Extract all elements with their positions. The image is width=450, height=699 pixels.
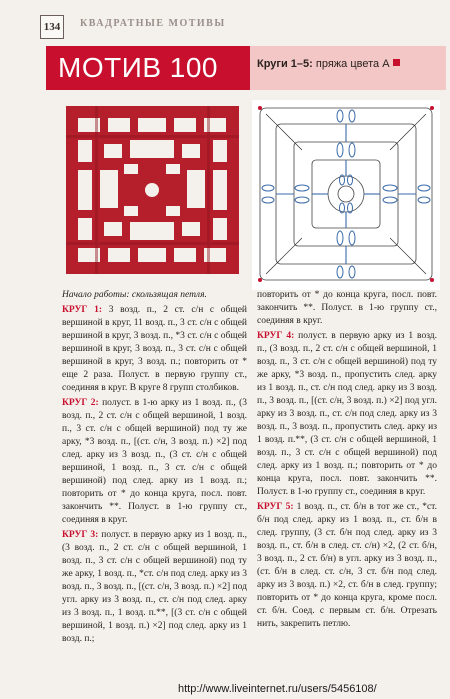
round-2-text: полуст. в 1-ю арку из 1 возд. п., (3 возд. п., 2 ст. с/н с общей вершиной, 1 возд. п., 3 ст. с/н с общей вершиной) под ту же арку, *3 возд. п., [(ст. с/н, 3 возд. п.) ×2] под след. арку из 3 возд. п., (3 ст. с/н с общей вершиной, 1 возд. п., 3 ст. с/н с общей вершиной) под след. арку из 1 возд. п.; повторить от * до конца круга, посл. повт. закончить **. Полуст. в 1-ю группу ст., соединяя в круг. bbox=[62, 398, 248, 525]
yarn-color-swatch bbox=[393, 59, 400, 66]
instructions-left-column bbox=[62, 289, 247, 648]
round-1 bbox=[62, 304, 247, 395]
round-3-continuation: повторить от * до конца круга, посл. повт. закончить **. Полуст. в 1-ю группу ст., соединяя в круг. bbox=[257, 290, 437, 326]
round-4-text: полуст. в первую арку из 1 возд. п., (3 возд. п., 2 ст. с/н с общей вершиной, 1 возд. п., 3 ст. с/н с общей вершиной) под ту же арку, *3 возд. п., пропустить след. арку из 1 возд. п., ст. с/н под след. арку из 3 возд. п., 3 возд. п., [(ст. с/н, 3 возд. п.) ×2] под угл. арку из 3 возд. п., ст. с/н под след. арку из 3 возд. п., 3 возд. п., пропустить след. арку из 1 возд. п.**, (3 ст. с/н с общей вершиной, 1 возд. п., 3 ст. с/н с общей вершиной) под след. арку из 1 возд. п.; повторить от * до конца круга, посл. повт. закончить **. Полуст. в 1-ю группу ст., соединяя в круг. bbox=[257, 331, 437, 497]
rounds-range: Круги 1–5: bbox=[257, 58, 313, 70]
round-5 bbox=[257, 501, 437, 631]
round-4-label: КРУГ 4: bbox=[257, 331, 295, 341]
start-instruction: Начало работы: скользящая петля. bbox=[62, 290, 207, 300]
page-number: 134 bbox=[40, 15, 64, 39]
yarn-color-label: пряжа цвета А bbox=[315, 58, 390, 70]
crochet-chart bbox=[252, 100, 440, 290]
round-2-label: КРУГ 2: bbox=[62, 398, 99, 408]
round-5-text: 1 возд. п., ст. б/н в тот же ст., *ст. б/н под след. арку из 1 возд. п., ст. б/н в след. группу, (3 ст. б/н под след. арку из 3 возд. п., ст. б/н в след. ст. с/н) ×2, (2 ст. б/н, 3 возд. п., 2 ст. б/н) в угл. арку из 3 возд. п., (ст. б/н в след. ст. с/н, 3 ст. б/н под след. арку из 3 возд. п.) ×2, ст. б/н в след. группу; повторить от * до конца круга, кроме посл. ст. б/н. Соед. с первым ст. б/н. Отрезать нить, закрепить петлю. bbox=[257, 502, 437, 629]
motif-photo bbox=[60, 100, 245, 280]
instructions-right-column bbox=[257, 289, 437, 633]
round-2 bbox=[62, 397, 247, 527]
round-3 bbox=[62, 529, 247, 646]
section-title: КВАДРАТНЫЕ МОТИВЫ bbox=[80, 18, 226, 29]
round-1-text: 3 возд. п., 2 ст. с/н с общей вершиной в круг, 11 возд. п., 3 ст. с/н с общей вершиной в круг, 3 возд. п., *3 ст. с/н с общей вершиной в круг, 3 возд. п., 3 ст. с/н с общей вершиной в круг, 3 возд. п.; повторить от * еще 2 раза. Полуст. в первую группу ст., соединяя в круг. В круге 8 групп столбиков. bbox=[62, 305, 248, 393]
watermark-url: http://www.liveinternet.ru/users/5456108/ bbox=[178, 683, 377, 695]
round-1-label: КРУГ 1: bbox=[62, 305, 103, 315]
round-5-label: КРУГ 5: bbox=[257, 502, 294, 512]
motif-title: МОТИВ 100 bbox=[58, 52, 219, 83]
round-3-text: полуст. в первую арку из 1 возд. п., (3 возд. п., 2 ст. с/н с общей вершиной, 1 возд. п., 3 ст. с/н с общей вершиной) под ту же арку, 1 возд. п., *ст. с/н под след. арку из 3 возд. п., 3 возд. п., [(ст. с/н, 3 возд. п.) ×2] под угл. арку из 3 возд. п., ст. с/н под след. арку из 3 возд. п., 1 возд. п.**, [(3 ст. с/н с общей вершиной, 1 возд. п.) ×2] под след. арку из 1 возд. п.; bbox=[62, 530, 248, 644]
round-3-label: КРУГ 3: bbox=[62, 530, 99, 540]
round-4 bbox=[257, 330, 437, 499]
rounds-label bbox=[257, 58, 400, 70]
